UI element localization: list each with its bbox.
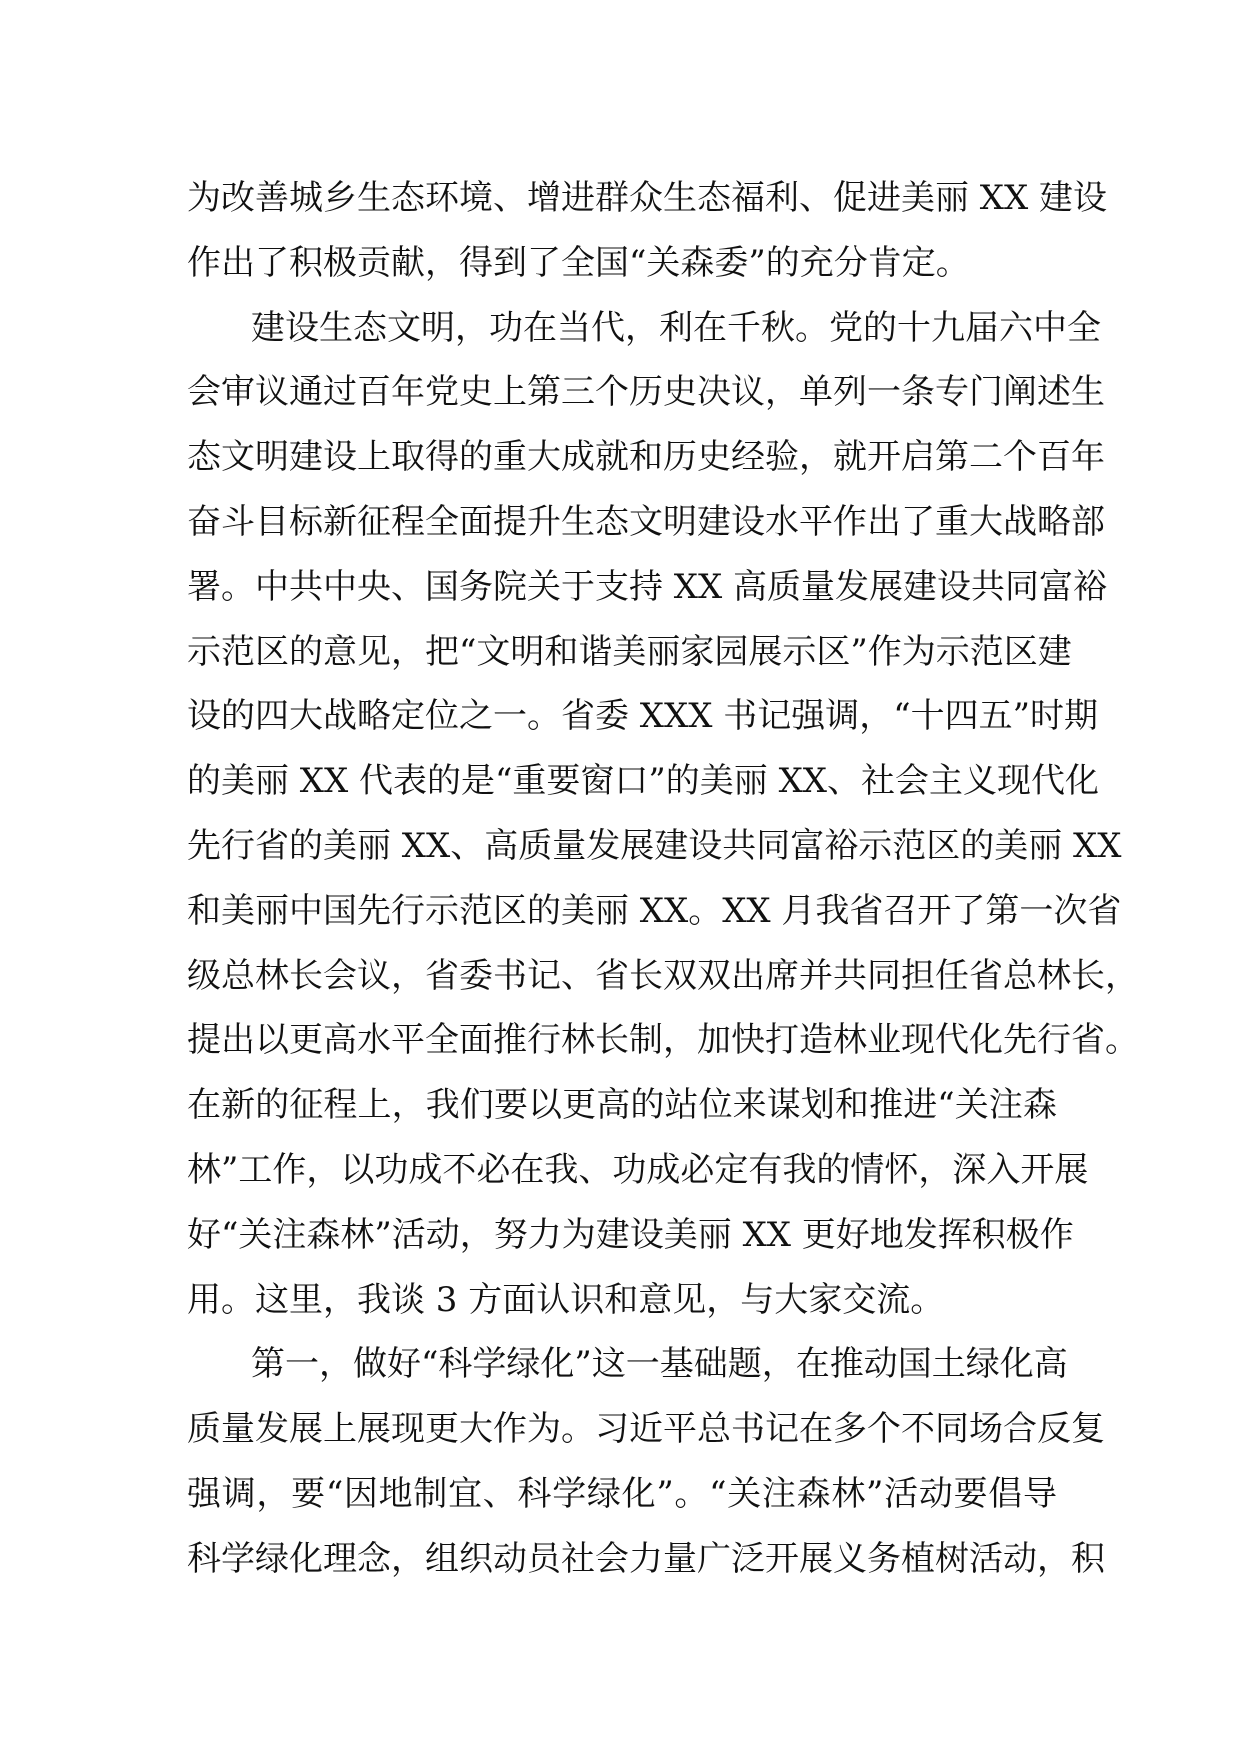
text-line: 在新的征程上，我们要以更高的站位来谋划和推进“关注森	[187, 1085, 1057, 1126]
text-line: 林”工作，以功成不必在我、功成必定有我的情怀，深入开展	[187, 1149, 1089, 1190]
text-line: 态文明建设上取得的重大成就和历史经验，就开启第二个百年	[187, 437, 1105, 478]
text-line: 为改善城乡生态环境、增进群众生态福利、促进美丽 XX 建设	[187, 178, 1108, 218]
text-line: 署。中共中央、国务院关于支持 XX 高质量发展建设共同富裕	[187, 566, 1108, 607]
text-line: 级总林长会议，省委书记、省长双双出席并共同担任省总林长，	[187, 955, 1139, 996]
text-line: 建设生态文明，功在当代，利在千秋。党的十九届六中全	[251, 307, 1101, 348]
text-line: 质量发展上展现更大作为。习近平总书记在多个不同场合反复	[187, 1409, 1105, 1450]
text-line: 好“关注森林”活动，努力为建设美丽 XX 更好地发挥积极作	[187, 1214, 1074, 1255]
text-line: 用。这里，我谈 3 方面认识和意见，与大家交流。	[187, 1279, 945, 1320]
text-line: 的美丽 XX 代表的是“重要窗口”的美丽 XX、社会主义现代化	[187, 761, 1100, 802]
text-line: 奋斗目标新征程全面提升生态文明建设水平作出了重大战略部	[187, 501, 1105, 542]
text-line: 设的四大战略定位之一。省委 XXX 书记强调，“十四五”时期	[187, 696, 1098, 737]
text-line: 示范区的意见，把“文明和谐美丽家园展示区”作为示范区建	[187, 631, 1072, 672]
text-line: 提出以更高水平全面推行林长制，加快打造林业现代化先行省。	[187, 1020, 1139, 1061]
text-line: 和美丽中国先行示范区的美丽 XX。XX 月我省召开了第一次省	[187, 890, 1122, 931]
text-line: 作出了积极贡献，得到了全国“关森委”的充分肯定。	[187, 242, 970, 283]
text-line: 先行省的美丽 XX、高质量发展建设共同富裕示范区的美丽 XX	[187, 825, 1122, 866]
text-line: 第一，做好“科学绿化”这一基础题，在推动国土绿化高	[251, 1344, 1068, 1385]
text-line: 科学绿化理念，组织动员社会力量广泛开展义务植树活动，积	[187, 1538, 1105, 1579]
text-line: 强调，要“因地制宜、科学绿化”。“关注森林”活动要倡导	[187, 1473, 1057, 1514]
body-text	[187, 166, 1139, 1592]
text-line: 会审议通过百年党史上第三个历史决议，单列一条专门阐述生	[187, 372, 1105, 413]
